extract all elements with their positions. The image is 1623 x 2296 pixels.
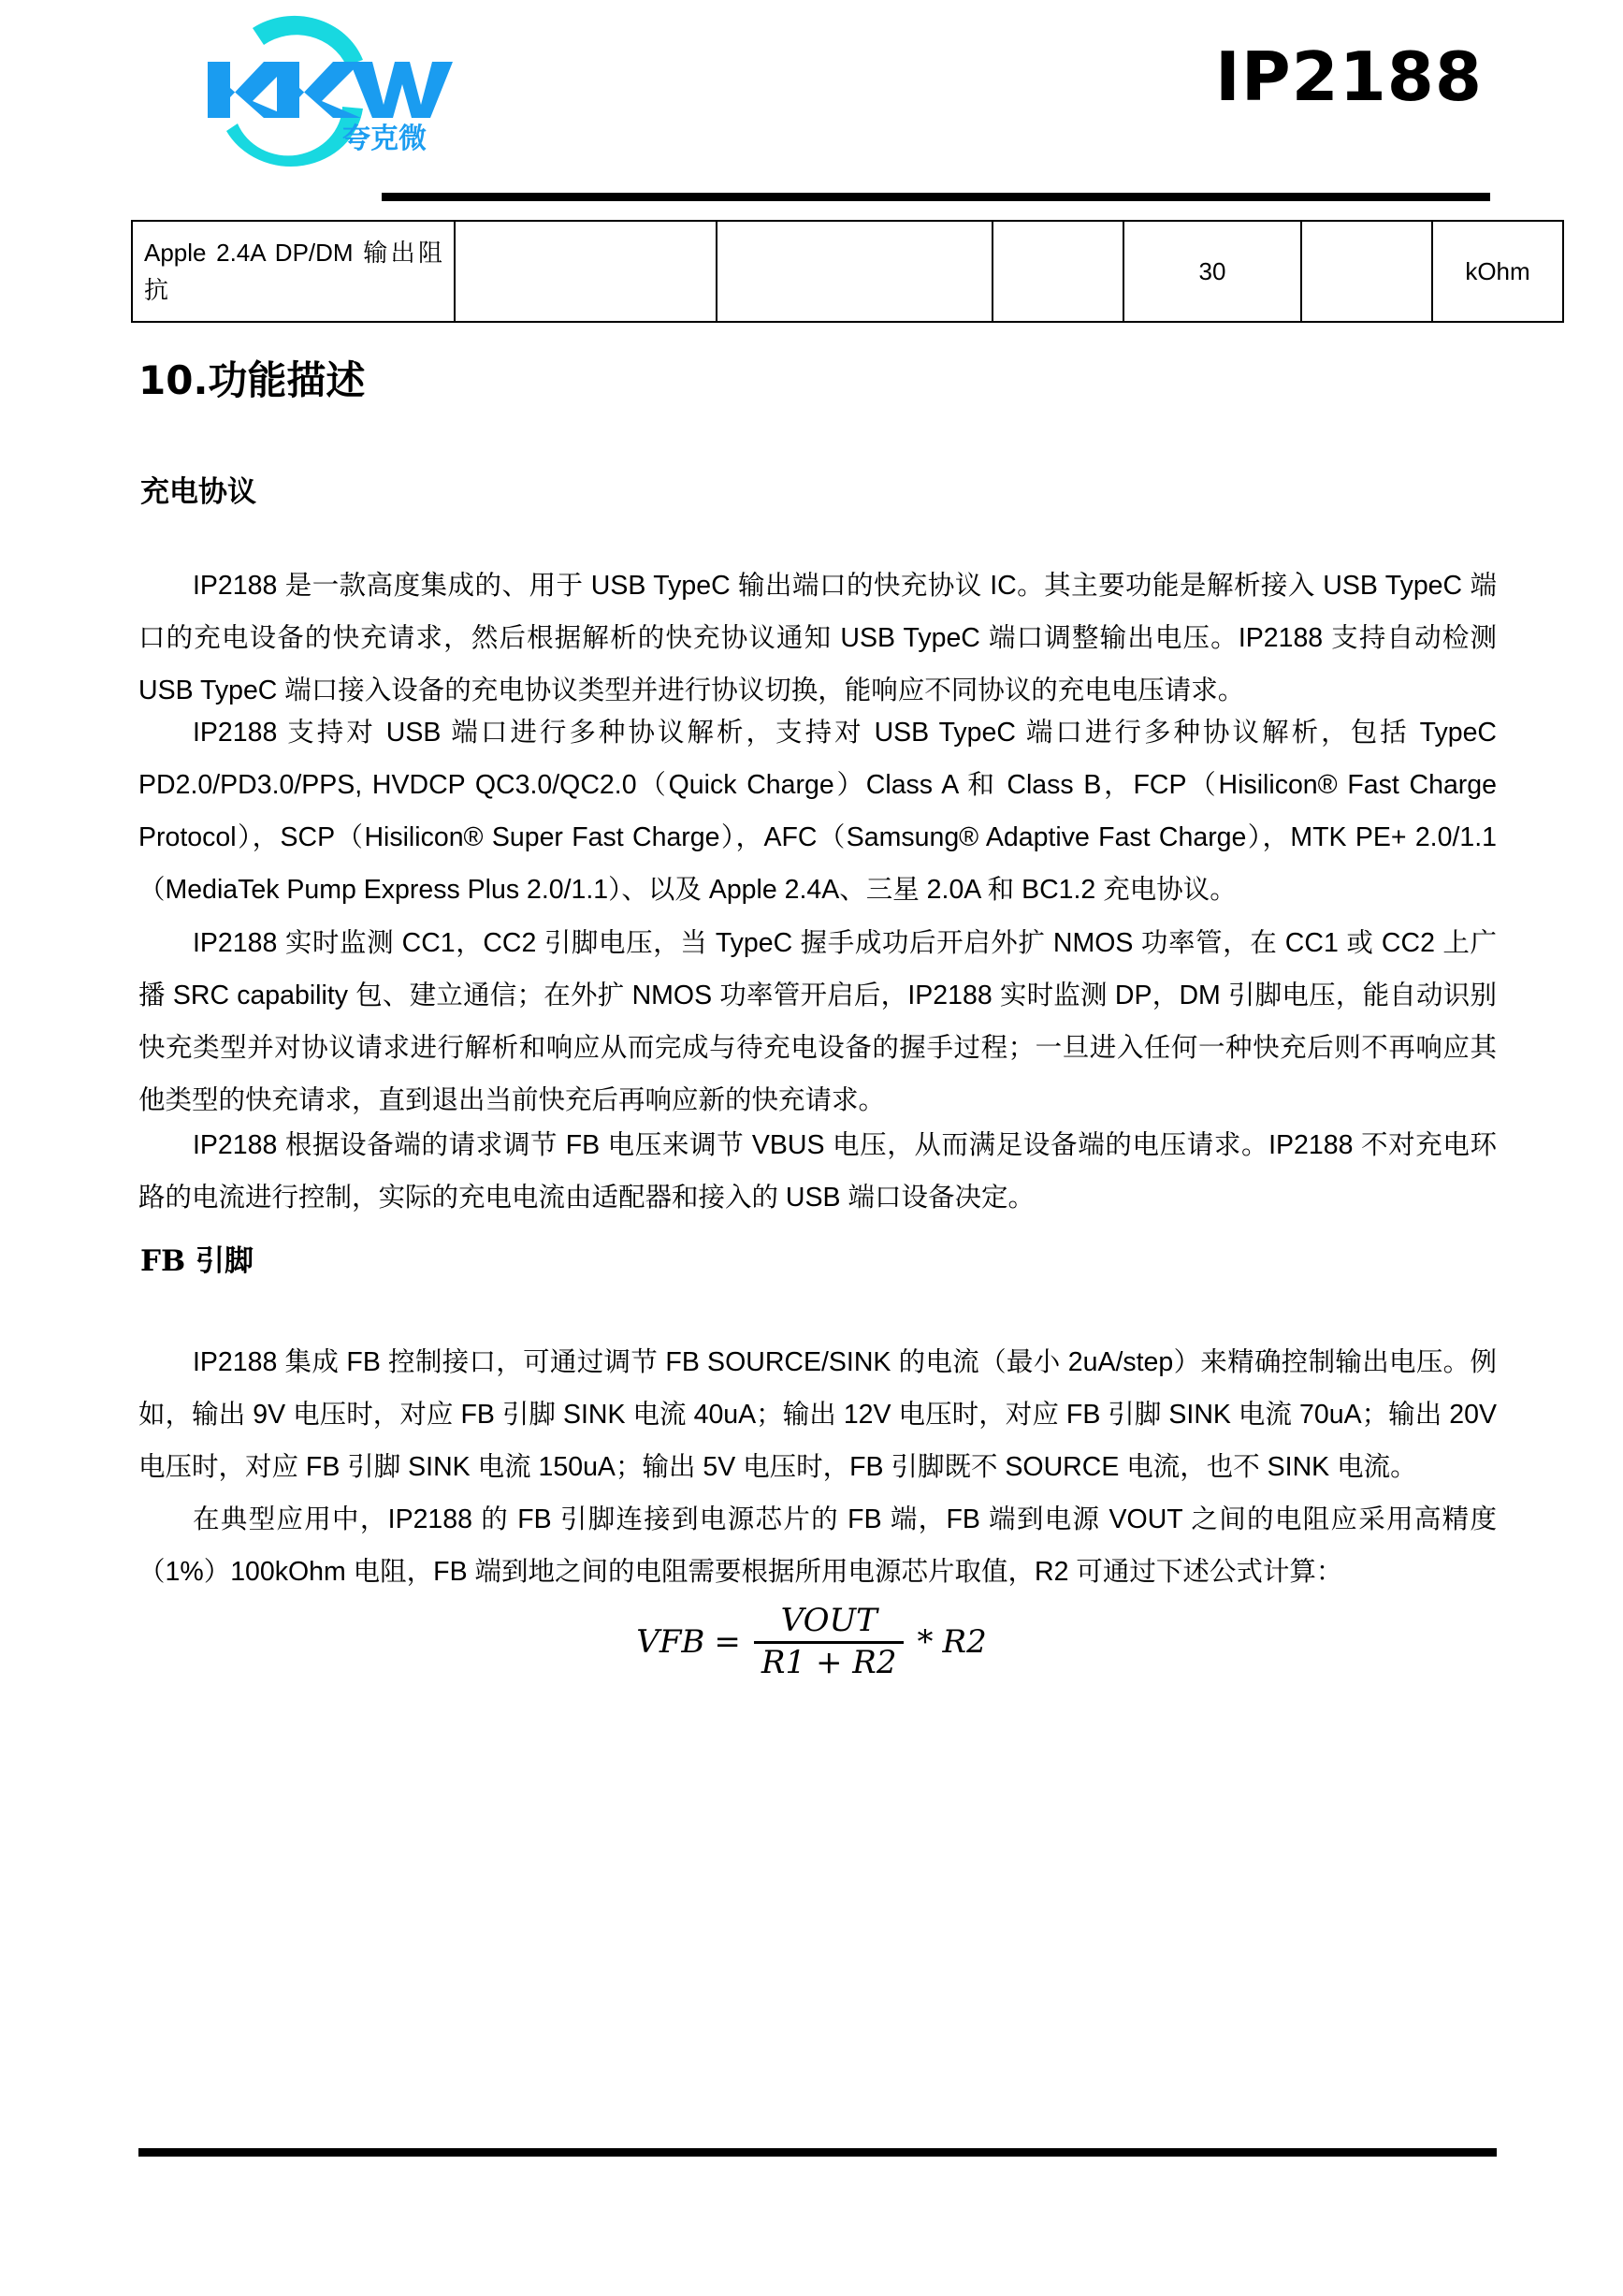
formula-numerator: VOUT xyxy=(780,1602,877,1639)
cell-typ: 30 xyxy=(1123,221,1301,322)
formula-rhs: R2 xyxy=(942,1623,987,1662)
page-header xyxy=(0,0,1623,201)
sub-heading-fb-pin: FB 引脚 xyxy=(140,1244,254,1278)
formula-operator: * xyxy=(917,1623,934,1662)
cell-condition xyxy=(717,221,993,322)
section-heading-functional-description xyxy=(138,350,365,406)
formula-lhs: VFB xyxy=(636,1623,705,1662)
cell-unit: kOhm xyxy=(1432,221,1563,322)
formula-denominator: R1 + R2 xyxy=(754,1641,905,1680)
footer-divider xyxy=(138,2148,1497,2157)
paragraph-protocol-overview: IP2188 是一款高度集成的、用于 USB TypeC 输出端口的快充协议 IC。其主要功能是解析接入 USB TypeC 端口的充电设备的快充请求，然后根据解析的快充协议通知 USB TypeC 端口调整输出电压。IP2188 支持自动检测 USB TypeC 端口接入设备的充电协议类型并进行协议切换，能响应不同协议的充电电压请求。 xyxy=(138,571,1497,705)
cell-parameter: Apple 2.4A DP/DM 输出阻抗 xyxy=(132,221,455,322)
logo-subtext-glyphs: 夸克微 xyxy=(342,123,427,155)
sub-heading-charging-protocol: 充电协议 xyxy=(140,475,256,509)
paragraph-fb-vbus-regulation: IP2188 根据设备端的请求调节 FB 电压来调节 VBUS 电压，从而满足设备端的电压请求。IP2188 不对充电环路的电流进行控制，实际的充电电流由适配器和接入的 USB 端口设备决定。 xyxy=(138,1130,1497,1213)
section-number: 10. xyxy=(138,357,209,403)
paragraph-protocol-list: IP2188 支持对 USB 端口进行多种协议解析，支持对 USB TypeC 端口进行多种协议解析，包括 TypeC PD2.0/PD3.0/PPS, HVDCP QC3.0/QC2.0（Quick Charge）Class A 和 Class B，FCP（Hisilicon® Fast Charge Protocol），SCP（Hisilicon® Super Fast Charge），AFC（Samsung® Adaptive Fast Charge），MTK PE+ 2.0/1.1（MediaTek Pump Express Plus 2.0/1.1）、以及 Apple 2.4A、三星 2.0A 和 BC1.2 充电协议。 xyxy=(138,718,1497,905)
kkw-logo-graphic xyxy=(159,7,458,185)
kkw-logo xyxy=(159,7,458,185)
paragraph-cc-monitoring: IP2188 实时监测 CC1，CC2 引脚电压，当 TypeC 握手成功后开启外扩 NMOS 功率管，在 CC1 或 CC2 上广播 SRC capability 包、建立通信；在外扩 NMOS 功率管开启后，IP2188 实时监测 DP，DM 引脚电压，能自动识别快充类型并对协议请求进行解析和响应从而完成与待充电设备的握手过程；一旦进入任何一种快充后则不再响应其他类型的快充请求，直到退出当前快充后再响应新的快充请求。 xyxy=(138,928,1497,1115)
cell-min xyxy=(993,221,1123,322)
section-title: 功能描述 xyxy=(208,357,366,403)
formula-expression xyxy=(636,1602,987,1681)
page-title: IP2188 xyxy=(1215,37,1483,116)
formula-fraction xyxy=(754,1602,905,1681)
formula-equals: = xyxy=(714,1623,741,1662)
paragraph-fb-typical-application: 在典型应用中，IP2188 的 FB 引脚连接到电源芯片的 FB 端，FB 端到电源 VOUT 之间的电阻应采用高精度（1%）100kOhm 电阻，FB 端到地之间的电阻需要根据所用电源芯片取值，R2 可通过下述公式计算： xyxy=(138,1504,1497,1587)
paragraph-fb-current-control: IP2188 集成 FB 控制接口，可通过调节 FB SOURCE/SINK 的电流（最小 2uA/step）来精确控制输出电压。例如，输出 9V 电压时，对应 FB 引脚 SINK 电流 40uA；输出 12V 电压时，对应 FB 引脚 SINK 电流 70uA；输出 20V 电压时，对应 FB 引脚 SINK 电流 150uA；输出 5V 电压时，FB 引脚既不 SOURCE 电流，也不 SINK 电流。 xyxy=(138,1347,1497,1482)
table-row xyxy=(132,221,1563,322)
header-divider xyxy=(382,193,1490,201)
formula-vfb xyxy=(0,1602,1623,1681)
cell-symbol xyxy=(455,221,717,322)
cell-max xyxy=(1301,221,1432,322)
spec-table xyxy=(131,220,1564,323)
